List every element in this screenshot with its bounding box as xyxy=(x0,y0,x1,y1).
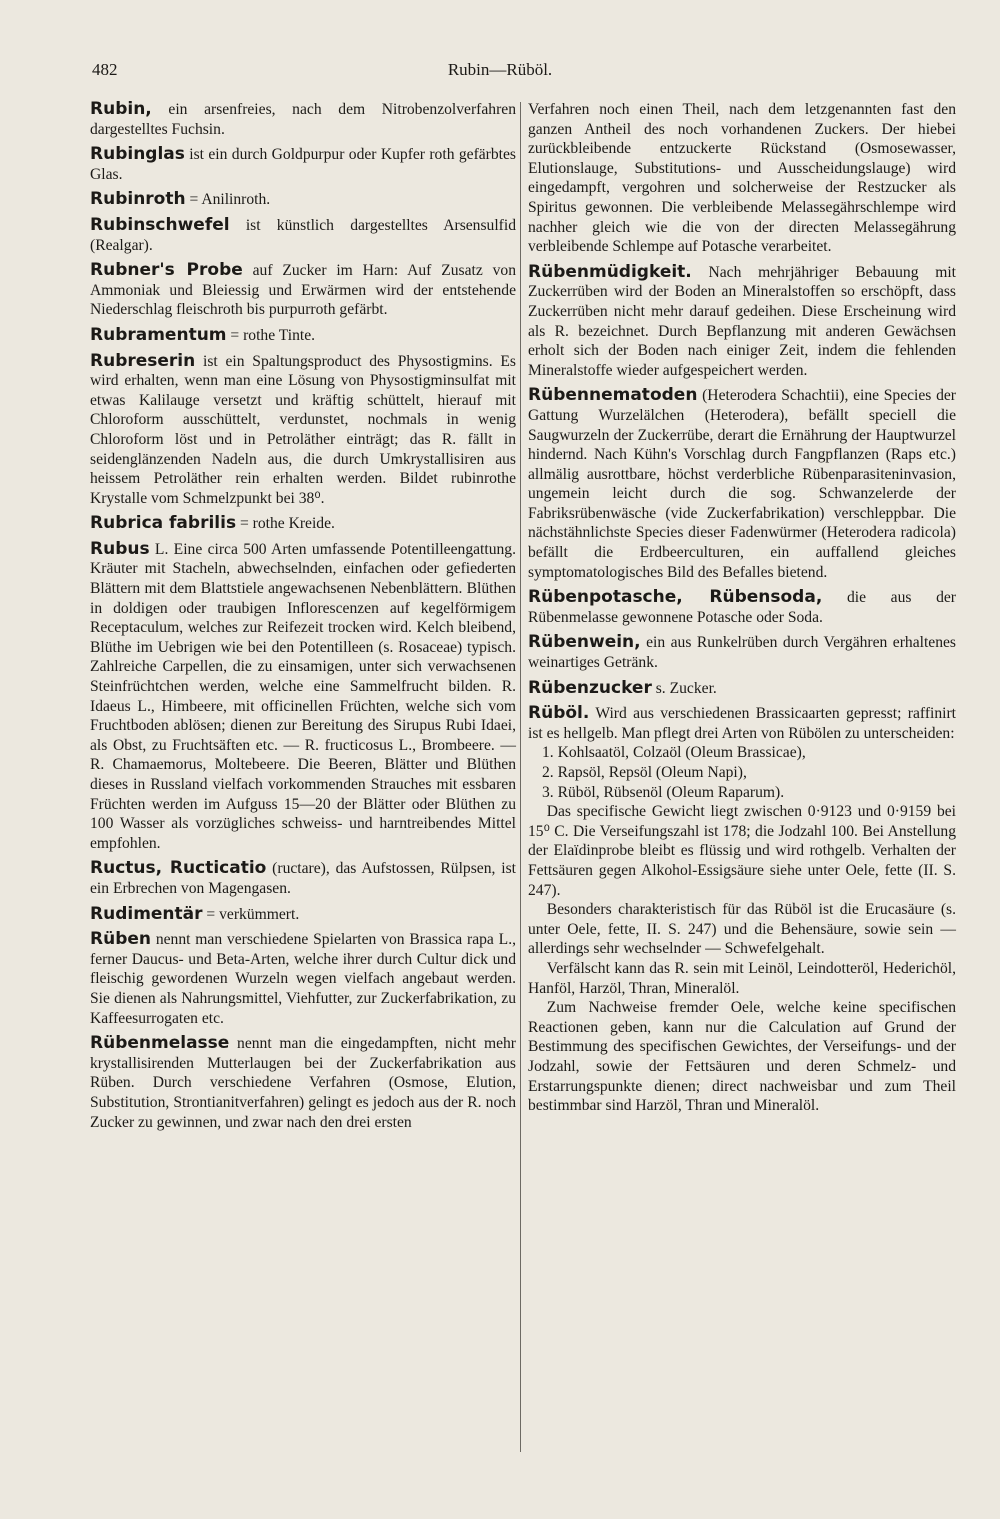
entry xyxy=(90,190,516,210)
lemma: Rübenwein, xyxy=(528,632,641,653)
lemma: Rübennematoden xyxy=(528,385,698,406)
lemma: Rubner's Probe xyxy=(90,260,243,281)
entry-text: Wird aus verschiedenen Brassicaarten gepresst; raffinirt ist es hellgelb. Man pflegt drei Arten von Rübölen zu unterscheiden: xyxy=(528,705,956,742)
lemma: Rübenzucker xyxy=(528,677,652,698)
entry-text: = rothe Tinte. xyxy=(226,326,316,344)
lemma: Rübenmelasse xyxy=(90,1033,230,1054)
lemma: Rubinschwefel xyxy=(90,214,230,235)
lemma: Rubreserin xyxy=(90,350,196,371)
list-item: 2. Rapsöl, Repsöl (Oleum Napi), xyxy=(542,764,747,781)
list-item: 1. Kohlsaatöl, Colzaöl (Oleum Brassicae), xyxy=(542,744,806,762)
entry-text: L. Eine circa 500 Arten umfassende Potentilleengattung. Kräuter mit Stacheln, abwechselnden, einfachen oder gefiederten Blättern mit dem Blattstiele angewachsenen Nebenblättern. Blüthen in doldigen oder traubigen Inflorescenzen auf kegelförmigem Receptaculum, welches zur Reifezeit trocken wird. Kelch bleibend, Blüthe im Uebrigen wie bei den Potentilleen (s. Rosaceae) typisch. Zahlreiche Carpellen, die zu einsamigen, unter sich verwachsenen Steinfrüchtchen werden, welche eine Sammelfrucht bilden. R. Idaeus L., Himbeere, mit officinellen Früchten, welche sich vom Fruchtboden ablösen; dienen zur Bereitung des Sirupus Rubi Idaei, als Obst, zu Fruchtsäften etc. — R. fructicosus L., Brombeere. — R. Chamaemorus, Moltebeere. Die Beeren, Blätter und Blüthen dieses in Russland vielfach vorkommenden Strauches mit essbaren Früchten werden im Aufguss 15—20 der Blätter oder Blüthen zu 100 Wasser als vorzügliches schweiss- und harntreibendes Mittel empfohlen. xyxy=(90,540,516,852)
entry xyxy=(90,1034,516,1132)
entry-text: ist ein Spaltungsproduct des Physostigmins. Es wird erhalten, wenn man eine Lösung von Physostigminsulfat mit etwas Kalilauge versetzt und kräftig schüttelt, hierauf mit Chloroform ausschüttelt, verdunstet, nochmals in wenig Chloroform löst und in Petroläther einträgt; das R. fällt in seidenglänzenden Nadeln aus, die durch Umkrystallisiren aus heissem Petroläther rein erhalten werden. Bildet rubinrothe Krystalle vom Schmelzpunkt bei 38⁰. xyxy=(90,352,516,507)
entry-text: = Anilinroth. xyxy=(185,191,271,209)
running-head: Rubin—Rüböl. xyxy=(447,60,553,79)
entry-text: = verkümmert. xyxy=(202,905,300,923)
entry xyxy=(90,514,516,534)
entry-text: ist ein durch Goldpurpur oder Kupfer roth gefärbtes Glas. xyxy=(90,146,516,183)
lemma: Rubinglas xyxy=(90,144,185,165)
lemma: Rübenpotasche, Rübensoda, xyxy=(528,587,823,608)
entry xyxy=(90,859,516,898)
entry xyxy=(90,930,516,1028)
lemma: Rüböl. xyxy=(528,703,590,724)
paragraph: Verfälscht kann das R. sein mit Leinöl, Leindotteröl, Hederichöl, Hanföl, Harzöl, Thran, Mineralöl. xyxy=(528,959,956,997)
continuation-text: Verfahren noch einen Theil, nach dem letzgenannten fast den ganzen Antheil des noch vorhandenen Zuckers. Der hiebei zurückbleibende entzuckerte Rückstand (Osmosewasser, Elutionslauge, Substitutions- und Ausscheidungslauge) wird eingedampft, vergohren und solcherweise der Restzucker als Spiritus gewonnen. Die verbleibende Melassegährschlempe wird nachher gleich wie die von der directen Melassegährung verbleibende Schlempe auf Potasche verarbeitet. xyxy=(528,101,956,256)
entry-text: (ructare), das Aufstossen, Rülpsen, ist ein Erbrechen von Magengasen. xyxy=(90,860,516,897)
lemma: Rubrica fabrilis xyxy=(90,513,237,534)
entry xyxy=(528,704,956,743)
list-item: 3. Rüböl, Rübsenöl (Oleum Raparum). xyxy=(542,783,785,801)
entry-text: = rothe Kreide. xyxy=(236,515,335,533)
entry-text: nennt man die eingedampften, nicht mehr krystallisirenden Mutterlaugen bei der Zuckerfabrikation aus Rüben. Durch verschiedene Verfahren (Osmose, Elution, Substitution, Strontianitverfahren) gelingt es jedoch aus der R. noch Zucker zu gewinnen, und zwar nach den drei ersten xyxy=(90,1035,516,1131)
lemma: Rubin, xyxy=(90,99,152,119)
entry xyxy=(528,386,956,582)
entry xyxy=(90,326,516,346)
entry xyxy=(90,100,516,139)
entry-text: Nach mehrjähriger Bebauung mit Zuckerrüben wird der Boden an Mineralstoffen so erschöpft, dass Zuckerrüben nicht mehr darauf gedeihen. Diese Erscheinung wird als R. bezeichnet. Durch Bepflanzung mit anderen Gewächsen erholt sich der Boden nach einiger Zeit, indem die fehlenden Mineralstoffe wieder aufgespeichert werden. xyxy=(528,263,956,379)
entry-text: die aus der Rübenmelasse gewonnene Potasche oder Soda. xyxy=(528,589,956,626)
entry xyxy=(90,352,516,509)
column-divider xyxy=(520,102,521,1452)
entry-text: ist künstlich dargestelltes Arsensulfid (Realgar). xyxy=(90,216,516,254)
left-column xyxy=(90,100,516,1138)
entry-text: nennt man verschiedene Spielarten von Brassica rapa L., ferner Daucus- und Beta-Arten, welche ihrer durch Cultur dick und fleischig gewordenen Wurzeln wegen vielfach angebaut werden. Sie dienen als Nahrungsmittel, Viehfutter, zur Zuckerfabrikation, zu Kaffeesurrogaten etc. xyxy=(90,931,516,1027)
lemma: Rüben xyxy=(90,929,151,950)
lemma: Rubus xyxy=(90,538,150,559)
entry xyxy=(90,905,516,925)
paragraph: Das specifische Gewicht liegt zwischen 0·9123 und 0·9159 bei 15⁰ C. Die Verseifungszahl ist 178; die Jodzahl 100. Bei Anstellung der Elaïdinprobe bleibt es flüssig und wird rothgelb. Verhalten der Fettsäuren gegen Alkohol-Essigsäure siehe unter Oele, fette (II. S. 247). xyxy=(528,803,956,899)
entry xyxy=(90,261,516,320)
lemma: Rubramentum xyxy=(90,324,227,345)
lemma: Rubinroth xyxy=(90,189,186,210)
paragraph: Besonders charakteristisch für das Rüböl ist die Erucasäure (s. unter Oele, fette, II. S. 247) und die Behensäure, sowie sein — allerdings sehr wechselnder — Schwefelgehalt. xyxy=(528,901,956,958)
entry-text: (Heterodera Schachtii), eine Species der Gattung Wurzelälchen (Heterodera), befällt speciell die Saugwurzeln der Zuckerrübe, derart die Ernährung der Hauptwurzel hindernd. Nach Kühn's Vorschlag durch Fangpflanzen (Raps etc.) allmälig ausrottbare, höchst verderbliche Rübenparasiteninvasion, ungemein leicht durch die sog. Schwanzelerde der Fabriksrübenwäsche (vide Zuckerfabrikation) verschleppbar. Die nächstähnlichste Species dieser Fadenwürmer (Heterodera radicola) befällt die Erdbeerculturen, ein auffallend gleiches symptomatologisches Bild des Befalles bietend. xyxy=(528,387,956,581)
entry xyxy=(528,263,956,381)
lemma: Rudimentär xyxy=(90,903,203,924)
entry-text: s. Zucker. xyxy=(651,679,717,697)
entry xyxy=(528,633,956,672)
right-column xyxy=(528,100,956,1116)
entry-text: ein aus Runkelrüben durch Vergähren erhaltenes weinartiges Getränk. xyxy=(528,634,956,672)
entry xyxy=(90,216,516,255)
entry xyxy=(90,540,516,854)
lemma: Rübenmüdigkeit. xyxy=(528,261,692,282)
lemma: Ructus, Ructicatio xyxy=(90,858,267,879)
entry xyxy=(90,145,516,184)
entry-text: auf Zucker im Harn: Auf Zusatz von Ammoniak und Bleiessig und Erwärmen wird der entstehende Niederschlag fleischroth bis purpurroth gefärbt. xyxy=(90,262,516,319)
entry xyxy=(528,588,956,627)
entry xyxy=(528,679,956,699)
entry-text: ein arsenfreies, nach dem Nitrobenzolverfahren dargestelltes Fuchsin. xyxy=(90,101,516,138)
page-number: 482 xyxy=(92,60,118,79)
paragraph: Zum Nachweise fremder Oele, welche keine specifischen Reactionen geben, kann nur die Calculation auf Grund der Bestimmung des specifischen Gewichtes, der Verseifungs- und der Jodzahl, sowie der Fettsäuren und deren Schmelz- und Erstarrungspunkte dienen; direct nachweisbar und zum Theil bestimmbar sind Harzöl, Thran und Mineralöl. xyxy=(528,999,956,1115)
